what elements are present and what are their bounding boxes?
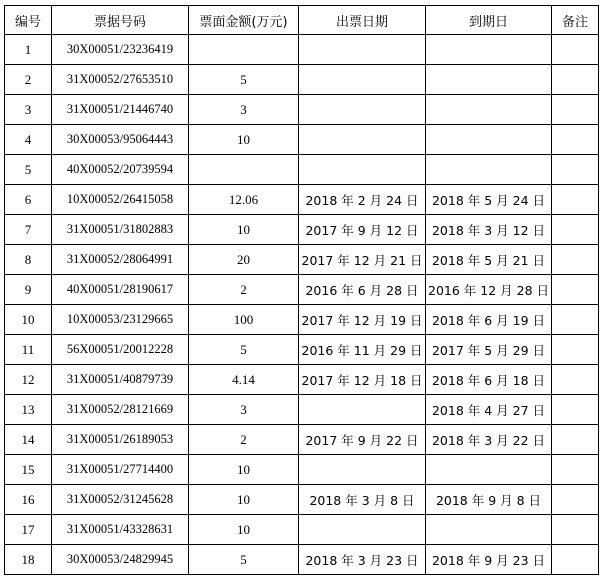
note bbox=[552, 485, 599, 515]
row-number: 16 bbox=[5, 485, 52, 515]
due-date bbox=[426, 65, 552, 95]
bill-number: 31X00051/40879739 bbox=[52, 365, 189, 395]
amount: 5 bbox=[189, 65, 299, 95]
row-number: 12 bbox=[5, 365, 52, 395]
table-row bbox=[5, 185, 599, 215]
table-row bbox=[5, 125, 599, 155]
table-row bbox=[5, 485, 599, 515]
row-number: 14 bbox=[5, 425, 52, 455]
bill-number: 31X00051/21446740 bbox=[52, 95, 189, 125]
row-number: 2 bbox=[5, 65, 52, 95]
table-row bbox=[5, 425, 599, 455]
note bbox=[552, 65, 599, 95]
issue-date bbox=[299, 395, 426, 425]
due-date bbox=[426, 35, 552, 65]
header-issue-date: 出票日期 bbox=[299, 6, 426, 35]
bill-table bbox=[4, 5, 599, 575]
amount: 5 bbox=[189, 545, 299, 575]
row-number: 13 bbox=[5, 395, 52, 425]
row-number: 15 bbox=[5, 455, 52, 485]
due-date bbox=[426, 515, 552, 545]
note bbox=[552, 455, 599, 485]
bill-number: 31X00052/31245628 bbox=[52, 485, 189, 515]
issue-date: 2018 年 2 月 24 日 bbox=[299, 185, 426, 215]
amount: 3 bbox=[189, 95, 299, 125]
header-no: 编号 bbox=[5, 6, 52, 35]
bill-number: 31X00051/43328631 bbox=[52, 515, 189, 545]
table-row bbox=[5, 365, 599, 395]
note bbox=[552, 335, 599, 365]
note bbox=[552, 125, 599, 155]
bill-number: 30X00053/95064443 bbox=[52, 125, 189, 155]
due-date: 2017 年 5 月 29 日 bbox=[426, 335, 552, 365]
note bbox=[552, 425, 599, 455]
issue-date bbox=[299, 155, 426, 185]
amount: 4.14 bbox=[189, 365, 299, 395]
due-date: 2018 年 3 月 12 日 bbox=[426, 215, 552, 245]
issue-date bbox=[299, 515, 426, 545]
amount: 5 bbox=[189, 335, 299, 365]
bill-number: 10X00053/23129665 bbox=[52, 305, 189, 335]
amount: 10 bbox=[189, 125, 299, 155]
note bbox=[552, 155, 599, 185]
issue-date: 2016 年 6 月 28 日 bbox=[299, 275, 426, 305]
issue-date bbox=[299, 35, 426, 65]
note bbox=[552, 515, 599, 545]
header-due-date: 到期日 bbox=[426, 6, 552, 35]
table-row bbox=[5, 275, 599, 305]
table-row bbox=[5, 455, 599, 485]
due-date: 2016 年 12 月 28 日 bbox=[426, 275, 552, 305]
row-number: 6 bbox=[5, 185, 52, 215]
row-number: 4 bbox=[5, 125, 52, 155]
header-bill-number: 票据号码 bbox=[52, 6, 189, 35]
due-date: 2018 年 4 月 27 日 bbox=[426, 395, 552, 425]
amount: 10 bbox=[189, 515, 299, 545]
note bbox=[552, 245, 599, 275]
bill-number: 31X00051/26189053 bbox=[52, 425, 189, 455]
due-date: 2018 年 9 月 23 日 bbox=[426, 545, 552, 575]
bill-number: 31X00051/27714400 bbox=[52, 455, 189, 485]
header-note: 备注 bbox=[552, 6, 599, 35]
table-row bbox=[5, 95, 599, 125]
note bbox=[552, 215, 599, 245]
note bbox=[552, 185, 599, 215]
bill-number: 40X00051/28190617 bbox=[52, 275, 189, 305]
due-date bbox=[426, 95, 552, 125]
row-number: 5 bbox=[5, 155, 52, 185]
amount bbox=[189, 155, 299, 185]
amount: 10 bbox=[189, 455, 299, 485]
table-row bbox=[5, 155, 599, 185]
amount: 10 bbox=[189, 215, 299, 245]
header-amount: 票面金额(万元) bbox=[189, 6, 299, 35]
due-date bbox=[426, 155, 552, 185]
amount: 20 bbox=[189, 245, 299, 275]
table-row bbox=[5, 305, 599, 335]
amount: 12.06 bbox=[189, 185, 299, 215]
bill-number: 56X00051/20012228 bbox=[52, 335, 189, 365]
table-row bbox=[5, 335, 599, 365]
amount: 100 bbox=[189, 305, 299, 335]
issue-date: 2018 年 3 月 23 日 bbox=[299, 545, 426, 575]
table-row bbox=[5, 35, 599, 65]
row-number: 1 bbox=[5, 35, 52, 65]
note bbox=[552, 95, 599, 125]
issue-date: 2017 年 12 月 21 日 bbox=[299, 245, 426, 275]
bill-number: 10X00052/26415058 bbox=[52, 185, 189, 215]
bill-number: 40X00052/20739594 bbox=[52, 155, 189, 185]
due-date: 2018 年 3 月 22 日 bbox=[426, 425, 552, 455]
issue-date: 2018 年 3 月 8 日 bbox=[299, 485, 426, 515]
bill-number: 31X00052/28064991 bbox=[52, 245, 189, 275]
note bbox=[552, 365, 599, 395]
bill-number: 31X00052/27653510 bbox=[52, 65, 189, 95]
issue-date bbox=[299, 95, 426, 125]
amount: 2 bbox=[189, 275, 299, 305]
issue-date: 2017 年 9 月 12 日 bbox=[299, 215, 426, 245]
amount bbox=[189, 35, 299, 65]
table-body bbox=[5, 35, 599, 575]
row-number: 17 bbox=[5, 515, 52, 545]
due-date: 2018 年 5 月 21 日 bbox=[426, 245, 552, 275]
table-row bbox=[5, 65, 599, 95]
issue-date bbox=[299, 125, 426, 155]
row-number: 9 bbox=[5, 275, 52, 305]
note bbox=[552, 275, 599, 305]
issue-date bbox=[299, 455, 426, 485]
issue-date: 2017 年 12 月 19 日 bbox=[299, 305, 426, 335]
due-date: 2018 年 5 月 24 日 bbox=[426, 185, 552, 215]
row-number: 8 bbox=[5, 245, 52, 275]
due-date: 2018 年 6 月 18 日 bbox=[426, 365, 552, 395]
due-date bbox=[426, 455, 552, 485]
issue-date: 2016 年 11 月 29 日 bbox=[299, 335, 426, 365]
bill-number: 30X00053/24829945 bbox=[52, 545, 189, 575]
bill-number: 31X00052/28121669 bbox=[52, 395, 189, 425]
row-number: 10 bbox=[5, 305, 52, 335]
row-number: 3 bbox=[5, 95, 52, 125]
due-date: 2018 年 9 月 8 日 bbox=[426, 485, 552, 515]
table-row bbox=[5, 545, 599, 575]
row-number: 11 bbox=[5, 335, 52, 365]
table-row bbox=[5, 245, 599, 275]
row-number: 7 bbox=[5, 215, 52, 245]
issue-date: 2017 年 9 月 22 日 bbox=[299, 425, 426, 455]
due-date: 2018 年 6 月 19 日 bbox=[426, 305, 552, 335]
issue-date: 2017 年 12 月 18 日 bbox=[299, 365, 426, 395]
note bbox=[552, 545, 599, 575]
bill-number: 31X00051/31802883 bbox=[52, 215, 189, 245]
due-date bbox=[426, 125, 552, 155]
table-row bbox=[5, 515, 599, 545]
note bbox=[552, 35, 599, 65]
note bbox=[552, 395, 599, 425]
amount: 2 bbox=[189, 425, 299, 455]
amount: 3 bbox=[189, 395, 299, 425]
header-row bbox=[5, 6, 599, 35]
table-row bbox=[5, 395, 599, 425]
issue-date bbox=[299, 65, 426, 95]
amount: 10 bbox=[189, 485, 299, 515]
row-number: 18 bbox=[5, 545, 52, 575]
table-row bbox=[5, 215, 599, 245]
note bbox=[552, 305, 599, 335]
bill-number: 30X00051/23236419 bbox=[52, 35, 189, 65]
